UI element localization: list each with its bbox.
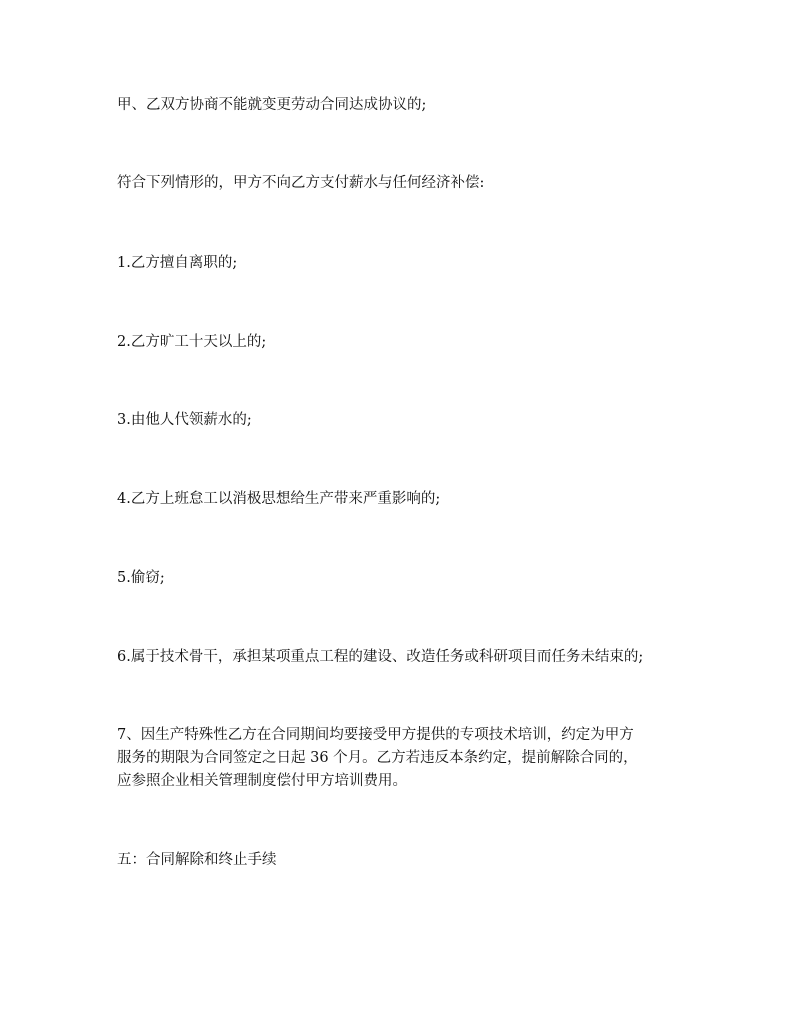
training-clause-line-2: 服务的期限为合同签定之日起 36 个月。乙方若违反本条约定，提前解除合同的， xyxy=(117,750,638,766)
training-clause-line-3: 应参照企业相关管理制度偿付甲方培训费用。 xyxy=(117,773,407,789)
section-heading: 五：合同解除和终止手续 xyxy=(117,852,277,868)
list-item-absenteeism: 2.乙方旷工十天以上的; xyxy=(117,334,267,350)
list-item-salary-collected-by-others: 3.由他人代领薪水的; xyxy=(117,412,252,428)
paragraph-training-clause xyxy=(117,724,697,793)
list-item-slacking: 4.乙方上班怠工以消极思想给生产带来严重影响的; xyxy=(117,491,441,507)
paragraph-change-contract-no-agreement: 甲、乙双方协商不能就变更劳动合同达成协议的; xyxy=(117,97,427,113)
list-item-unauthorized-resignation: 1.乙方擅自离职的; xyxy=(117,255,238,271)
paragraph-no-payment-conditions: 符合下列情形的，甲方不向乙方支付薪水与任何经济补偿: xyxy=(117,175,485,191)
list-item-technical-backbone: 6.属于技术骨干，承担某项重点工程的建设、改造任务或科研项目而任务未结束的; xyxy=(117,649,644,665)
training-clause-line-1: 7、因生产特殊性乙方在合同期间均要接受甲方提供的专项技术培训，约定为甲方 xyxy=(117,727,634,743)
list-item-theft: 5.偷窃; xyxy=(117,570,165,586)
